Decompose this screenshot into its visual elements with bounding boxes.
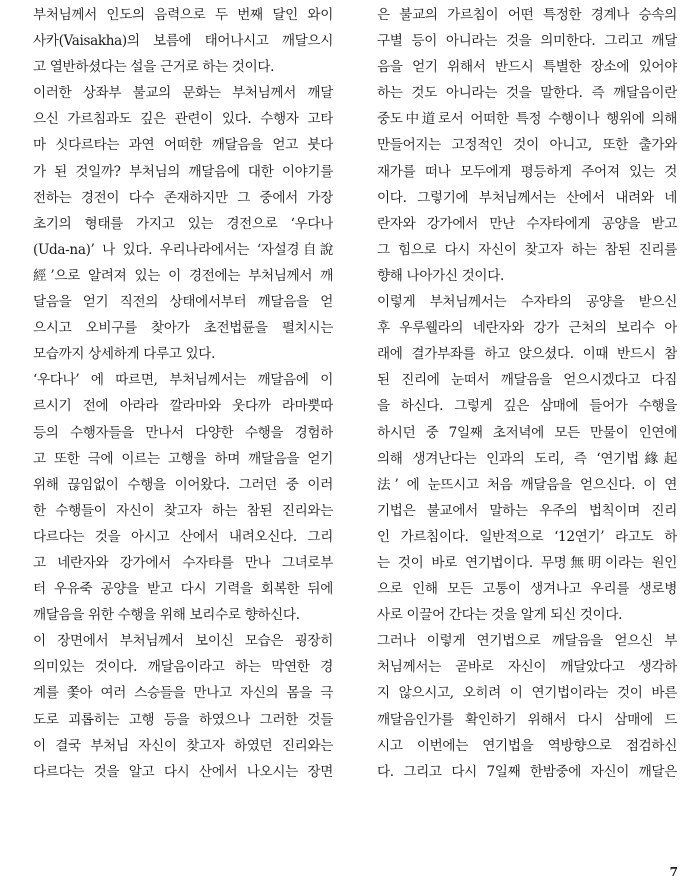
text-line: 이 장면에서 부처님께서 보이신 모습은 굉장히 <box>33 633 333 650</box>
text-line: 달음을 얻기 직전의 상태에서부터 깨달음을 얻 <box>33 294 333 311</box>
text-line: 그러나 이렇게 연기법으로 깨달음을 얻으신 부 <box>377 633 677 650</box>
text-line: 다르다는 것을 알고 다시 산에서 나오시는 장면 <box>33 763 333 780</box>
page-number: 7 <box>669 865 678 879</box>
text-line: 하시던 중 7일째 초저녁에 모든 만물이 인연에 <box>377 424 677 441</box>
text-line: 깨달음인가를 확인하기 위해서 다시 삼매에 드 <box>377 711 677 728</box>
text-line: 다르다는 것을 아시고 산에서 내려오신다. 그리 <box>33 528 333 545</box>
text-line: 르시기 전에 아라라 깔라마와 웃다까 라마뿟따 <box>33 398 333 415</box>
text-line: 구별 등이 아니라는 것을 의미한다. 그리고 깨달 <box>377 33 677 50</box>
text-line: 은 불교의 가르침이 어떤 특정한 경계나 승속의 <box>377 7 677 23</box>
text-line: 다. 그리고 다시 7일째 한밤중에 자신이 깨달은 <box>377 763 677 780</box>
text-line: 중도中道로서 어떠한 특정 수행이나 행위에 의해 <box>377 111 677 128</box>
text-line: 는 것이 바로 연기법이다. 무명無明이라는 원인 <box>377 554 677 571</box>
text-line: 한 수행들이 자신이 찾고자 하는 참된 진리와는 <box>33 502 333 519</box>
text-line: 후 우루웰라의 네란자와 강가 근처의 보리수 아 <box>377 320 677 337</box>
text-line: 기법은 불교에서 말하는 우주의 법칙이며 진리 <box>377 502 677 519</box>
text-line: 재가를 떠나 모두에게 평등하게 주어져 있는 것 <box>377 163 677 180</box>
text-line: 전하는 경전이 다수 존재하지만 그 중에서 가장 <box>33 189 333 206</box>
text-line: 으로 인해 모든 고통이 생겨나고 우리를 생로병 <box>377 581 677 598</box>
text-line: 만들어지는 고정적인 것이 아니고, 또한 출가와 <box>377 137 677 154</box>
text-line: 초기의 형태를 가지고 있는 경전으로 ‘우다나 <box>33 215 333 232</box>
text-line: 인 가르침이다. 일반적으로 ‘12연기’ 라고도 하 <box>377 528 677 545</box>
text-line: 부처님께서 인도의 음력으로 두 번째 달인 와이 <box>33 7 333 23</box>
text-line: 향해 나아가신 것이다. <box>377 267 504 284</box>
text-line: 을 하신다. 그렇게 깊은 삼매에 들어가 수행을 <box>377 398 677 415</box>
text-line: 계를 쫓아 여러 스승들을 만나고 자신의 몸을 극 <box>33 685 333 702</box>
text-line: 法’ 에 눈뜨시고 처음 깨달음을 얻으신다. 이 연 <box>377 476 677 493</box>
text-line: (Uda-na)’ 나 있다. 우리나라에서는 ‘자설경自說 <box>33 241 333 258</box>
text-line: 이러한 상좌부 불교의 문화는 부처님께서 깨달 <box>33 85 333 102</box>
right-text-column <box>377 2 677 785</box>
text-line: 이 결국 부처님 자신이 찾고자 하였던 진리와는 <box>33 737 333 754</box>
text-line: 음을 얻기 위해서 반드시 특별한 장소에 있어야 <box>377 59 677 76</box>
text-line: 經’으로 알려져 있는 이 경전에는 부처님께서 깨 <box>33 267 333 284</box>
text-line: ‘우다나’ 에 따르면, 부처님께서는 깨달음에 이 <box>33 372 333 389</box>
text-line: 으시고 오비구를 찾아가 초전법륜을 펼치시는 <box>33 320 333 337</box>
text-line: 고 열반하셨다는 설을 근거로 하는 것이다. <box>33 59 275 76</box>
text-line: 위해 끊임없이 수행을 이어왔다. 그러던 중 이러 <box>33 476 333 493</box>
text-line: 가 된 것일까? 부처님의 깨달음에 대한 이야기를 <box>33 163 333 180</box>
text-line: 고 네란자와 강가에서 수자타를 만나 그녀로부 <box>33 554 333 571</box>
text-line: 이렇게 부처님께서는 수자타의 공양을 받으신 <box>377 294 677 311</box>
text-line: 의해 생겨난다는 인과의 도리, 즉 ‘연기법緣起 <box>377 450 677 467</box>
text-line: 래에 결가부좌를 하고 앉으셨다. 이때 반드시 참 <box>377 346 677 363</box>
text-line: 으신 가르침과도 깊은 관련이 있다. 수행자 고타 <box>33 111 333 128</box>
text-line: 사로 이끌어 간다는 것을 알게 되신 것이다. <box>377 607 623 624</box>
text-line: 도로 괴롭히는 고행 등을 하였으나 그러한 것들 <box>33 711 333 728</box>
text-line: 지 않으시고, 오히려 이 연기법이라는 것이 바른 <box>377 685 677 702</box>
text-line: 그 힘으로 다시 자신이 찾고자 하는 참된 진리를 <box>377 241 677 258</box>
text-line: 이다. 그렇기에 부처님께서는 산에서 내려와 네 <box>377 189 677 206</box>
left-text-column <box>33 2 333 785</box>
text-line: 깨달음을 위한 수행을 위해 보리수로 향하신다. <box>33 607 300 624</box>
text-line: 시고 이번에는 연기법을 역방향으로 점검하신 <box>377 737 677 754</box>
text-line: 모습까지 상세하게 다루고 있다. <box>33 346 216 363</box>
text-line: 처님께서는 곧바로 자신이 깨달았다고 생각하 <box>377 659 677 676</box>
text-line: 마 싯다르타는 과연 어떠한 깨달음을 얻고 붓다 <box>33 137 333 154</box>
text-line: 의미있는 것이다. 깨달음이라고 하는 막연한 경 <box>33 659 333 676</box>
text-line: 된 진리에 눈떠서 깨달음을 얻으시겠다고 다짐 <box>377 372 677 389</box>
text-line: 하는 것도 아니라는 것을 말한다. 즉 깨달음이란 <box>377 85 677 102</box>
text-line: 고 또한 극에 이르는 고행을 하며 깨달음을 얻기 <box>33 450 333 467</box>
text-line: 란자와 강가에서 만난 수자타에게 공양을 받고 <box>377 215 677 232</box>
text-line: 터 우유죽 공양을 받고 다시 기력을 회복한 뒤에 <box>33 581 333 598</box>
text-line: 사카(Vaisakha)의 보름에 태어나시고 깨달으시 <box>33 33 333 50</box>
text-line: 등의 수행자들을 만나서 다양한 수행을 경험하 <box>33 424 333 441</box>
